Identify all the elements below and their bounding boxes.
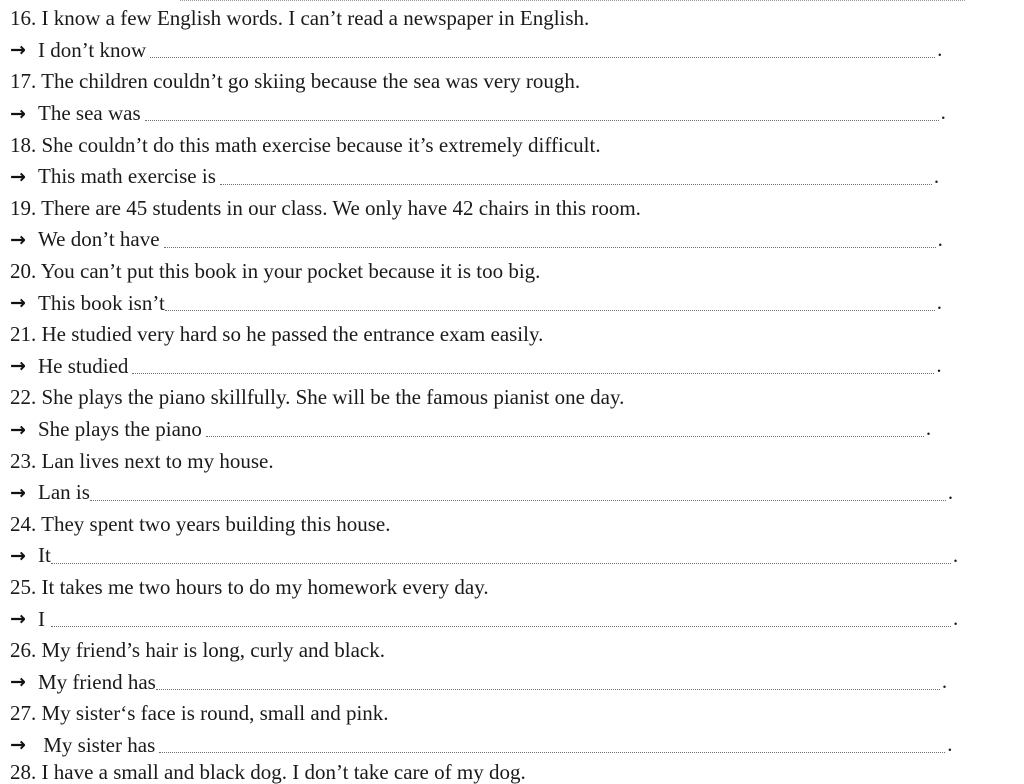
answer-prompt: My friend has	[38, 669, 156, 694]
question-19	[0, 193, 1024, 225]
arrow-icon: →	[10, 165, 26, 188]
period: .	[947, 479, 954, 504]
worksheet	[0, 3, 1024, 761]
arrow-icon: →	[10, 608, 26, 631]
question-25	[0, 572, 1024, 604]
answer-26	[0, 666, 1024, 698]
answer-prompt: We don’t have	[38, 227, 160, 252]
question-text: 28. I have a small and black dog. I don’t take care of my dog.	[10, 760, 526, 784]
question-28-partial	[10, 760, 526, 784]
answer-prompt: I don’t know	[38, 37, 147, 62]
period: .	[953, 605, 959, 630]
arrow-icon: →	[10, 355, 26, 378]
answer-17	[0, 98, 1024, 130]
arrow-icon: →	[10, 39, 26, 62]
question-24	[0, 509, 1024, 541]
answer-prompt: It	[38, 543, 51, 568]
question-text: 21. He studied very hard so he passed the entrance exam easily.	[10, 322, 544, 347]
answer-blank-25[interactable]	[51, 626, 951, 627]
question-17	[0, 66, 1024, 98]
period: .	[952, 542, 959, 567]
question-text: 22. She plays the piano skillfully. She will be the famous pianist one day.	[10, 385, 625, 410]
answer-blank-27[interactable]	[159, 752, 945, 753]
answer-blank-19[interactable]	[164, 247, 936, 248]
answer-blank-26[interactable]	[156, 689, 940, 690]
answer-21	[0, 351, 1024, 383]
arrow-icon: →	[10, 418, 26, 441]
answer-blank-21[interactable]	[132, 373, 934, 374]
answer-18	[0, 161, 1024, 193]
period: .	[940, 100, 946, 125]
answer-22	[0, 414, 1024, 446]
question-27	[0, 698, 1024, 730]
arrow-icon: →	[10, 481, 26, 504]
answer-25	[0, 603, 1024, 635]
arrow-icon: →	[10, 292, 26, 315]
answer-23	[0, 477, 1024, 509]
question-26	[0, 635, 1024, 667]
arrow-icon: →	[10, 544, 26, 567]
answer-prompt: This math exercise is	[38, 164, 216, 189]
answer-blank-20[interactable]	[165, 310, 935, 311]
question-text: 18. She couldn’t do this math exercise because it’s extremely difficult.	[10, 132, 601, 157]
period: .	[937, 37, 943, 62]
answer-blank-16[interactable]	[150, 57, 935, 58]
answer-prompt: I	[38, 606, 45, 631]
period: .	[936, 353, 942, 378]
answer-16	[0, 35, 1024, 67]
question-23	[0, 445, 1024, 477]
answer-prompt: This book isn’t	[38, 290, 165, 315]
question-text: 23. Lan lives next to my house.	[10, 448, 274, 473]
question-18	[0, 129, 1024, 161]
question-text: 17. The children couldn’t go skiing because the sea was very rough.	[10, 69, 581, 94]
answer-19	[0, 224, 1024, 256]
question-16	[0, 3, 1024, 35]
question-22	[0, 382, 1024, 414]
answer-prompt: He studied	[38, 353, 129, 378]
top-dotted-rule	[180, 0, 965, 1]
answer-blank-18[interactable]	[220, 184, 932, 185]
question-text: 25. It takes me two hours to do my homework every day.	[10, 574, 489, 599]
answer-prompt: Lan is	[38, 480, 90, 505]
question-text: 19. There are 45 students in our class. We only have 42 chairs in this room.	[10, 195, 641, 220]
answer-blank-24[interactable]	[51, 563, 951, 564]
question-text: 27. My sister‘s face is round, small and pink.	[10, 701, 389, 726]
period: .	[936, 289, 943, 314]
arrow-icon: →	[10, 228, 26, 251]
period: .	[941, 669, 948, 694]
answer-27	[0, 730, 1024, 762]
answer-20	[0, 287, 1024, 319]
question-text: 16. I know a few English words. I can’t read a newspaper in English.	[10, 6, 590, 31]
answer-prompt: The sea was	[38, 101, 141, 126]
answer-blank-23[interactable]	[90, 500, 946, 501]
question-text: 20. You can’t put this book in your pocket because it is too big.	[10, 259, 541, 284]
question-21	[0, 319, 1024, 351]
period: .	[947, 732, 953, 757]
answer-blank-17[interactable]	[145, 120, 939, 121]
question-20	[0, 256, 1024, 288]
arrow-icon: →	[10, 671, 26, 694]
period: .	[937, 226, 943, 251]
arrow-icon: →	[10, 102, 26, 125]
arrow-icon: →	[10, 734, 26, 757]
period: .	[925, 416, 932, 441]
period: .	[933, 163, 940, 188]
question-text: 24. They spent two years building this house.	[10, 511, 391, 536]
answer-24	[0, 540, 1024, 572]
question-text: 26. My friend’s hair is long, curly and black.	[10, 638, 386, 663]
answer-prompt: She plays the piano	[38, 417, 202, 442]
answer-prompt: My sister has	[38, 732, 156, 757]
answer-blank-22[interactable]	[206, 436, 924, 437]
